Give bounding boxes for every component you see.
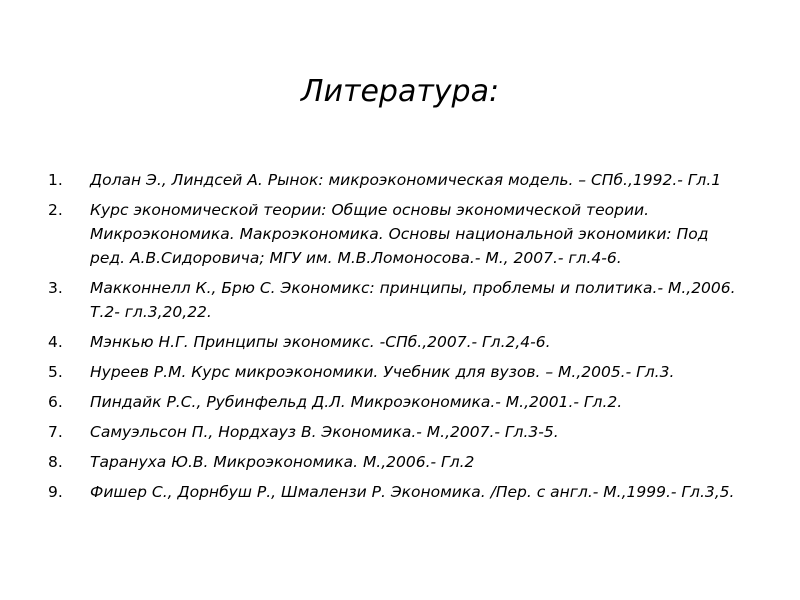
reference-item-7 <box>48 420 748 444</box>
reference-item-4 <box>48 330 748 354</box>
reference-number: 5. <box>48 363 63 381</box>
reference-item-5 <box>48 360 748 384</box>
reference-number: 6. <box>48 393 63 411</box>
reference-text: Пиндайк Р.С., Рубинфельд Д.Л. Микроэкономика.- М.,2001.- Гл.2. <box>90 393 623 411</box>
reference-item-9 <box>48 480 748 504</box>
reference-number: 7. <box>48 423 63 441</box>
reference-text: Макконнелл К., Брю С. Экономикс: принципы, проблемы и политика.- М.,2006. Т.2- гл.3,20,22. <box>90 279 736 321</box>
reference-number: 3. <box>48 279 63 297</box>
reference-text: Нуреев Р.М. Курс микроэкономики. Учебник для вузов. – М.,2005.- Гл.3. <box>90 363 675 381</box>
reference-text: Курс экономической теории: Общие основы экономической теории. Микроэкономика. Макроэкономика. Основы национальной экономики: Под ред. А.В.Сидоровича; МГУ им. М.В.Ломоносова.- М., 2007.- гл.4-6. <box>90 201 709 267</box>
reference-text: Мэнкью Н.Г. Принципы экономикс. -СПб.,2007.- Гл.2,4-6. <box>90 333 551 351</box>
reference-item-2 <box>48 198 748 270</box>
reference-number: 2. <box>48 201 63 219</box>
reference-item-6 <box>48 390 748 414</box>
reference-list <box>48 168 748 510</box>
reference-number: 4. <box>48 333 63 351</box>
reference-text: Долан Э., Линдсей А. Рынок: микроэкономическая модель. – СПб.,1992.- Гл.1 <box>90 171 722 189</box>
reference-number: 8. <box>48 453 63 471</box>
reference-item-8 <box>48 450 748 474</box>
reference-item-3 <box>48 276 748 324</box>
reference-text: Тарануха Ю.В. Микроэкономика. М.,2006.- Гл.2 <box>90 453 475 471</box>
reference-item-1 <box>48 168 748 192</box>
reference-number: 9. <box>48 483 63 501</box>
reference-text: Фишер С., Дорнбуш Р., Шмалензи Р. Экономика. /Пер. с англ.- М.,1999.- Гл.3,5. <box>90 483 735 501</box>
reference-text: Самуэльсон П., Нордхауз В. Экономика.- М.,2007.- Гл.3-5. <box>90 423 559 441</box>
reference-number: 1. <box>48 171 63 189</box>
slide-title: Литература: <box>300 74 500 109</box>
